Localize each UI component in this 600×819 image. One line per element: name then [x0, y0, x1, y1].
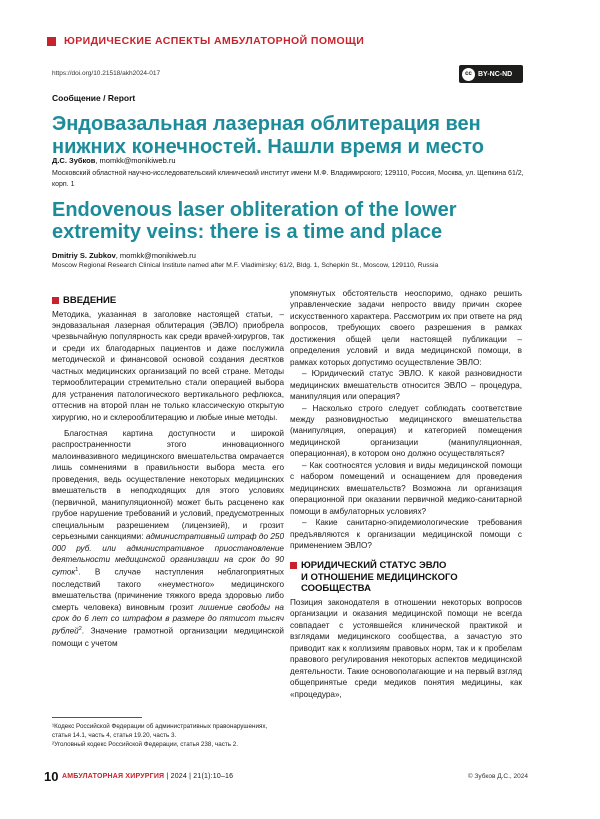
author-name-russian: Д.С. Зубков [52, 156, 96, 165]
section-marker-icon [52, 297, 59, 304]
license-badge[interactable] [459, 65, 523, 83]
section-marker-icon [290, 562, 297, 569]
article-type: Сообщение / Report [52, 93, 136, 103]
italic-text: лишение свободы на срок до 6 лет со штрафом в размере до пятисот тысяч рублей [52, 602, 284, 637]
question-item: – Насколько строго следует соблюдать соответствие между разновидностью медицинского вмешательства (манипуляция, операция) и категорией помещения медицинской организации (манипуляционная, операционная), в котором оно должно осуществляться? [290, 403, 522, 459]
section-heading-legal-status [290, 560, 522, 595]
header-section-label: ЮРИДИЧЕСКИЕ АСПЕКТЫ АМБУЛАТОРНОЙ ПОМОЩИ [64, 35, 365, 47]
author-english [52, 251, 196, 260]
paragraph: упомянутых обстоятельств неоспоримо, однако решить управленческие задачи непросто ввиду причин скорее искусственного характера. Рассмотрим их при ответе на ряд вопросов, требующих своего разрешения в рамках достижения общей цели настоящей публикации – определения условий и вида медицинской помощи, в рамках которых допустимо осуществление ЭВЛО: [290, 289, 522, 367]
footnote-ref[interactable]: 2 [78, 626, 82, 633]
question-item: – Как соотносятся условия и виды медицинской помощи с набором помещений и оснащением для проведения медицинских вмешательств? Возможна ли организация операционной при оказании первичной медико-санитарной помощи в амбулаторных условиях? [290, 460, 522, 516]
author-email-english[interactable]: , momkk@monikiweb.ru [115, 251, 196, 260]
section-heading-text: ВВЕДЕНИЕ [63, 295, 117, 306]
affiliation-english: Moscow Regional Research Clinical Institute named after M.F. Vladimirsky; 61/2, Bldg. 1, Schepkin St., Moscow, 129110, Russia [52, 262, 439, 269]
right-column [290, 288, 522, 700]
copyright-notice: © Зубков Д.С., 2024 [467, 773, 528, 780]
journal-name: АМБУЛАТОРНАЯ ХИРУРГИЯ [62, 773, 165, 780]
journal-issue: | 2024 | 21(1):10–16 [164, 773, 234, 780]
paragraph: Методика, указанная в заголовке настоящей статьи, – эндовазальная лазерная облитерация (ЭВЛО) приобрела чрезвычайную популярность как среди врачей-хирургов, так и среди их благодарных пациентов и даже послужила методической и финансовой основой создания десятков частных медицинских организаций по всей стране. Методы термооблитерации стремительно стали операцией выбора для устранения патологического вертикального рефлюкса, оттеснив на второй план не только классическую открытую хирургию, но и склерооблитерацию и любые иные методы. [52, 309, 284, 422]
footnote-2: ²Уголовный кодекс Российской Федерации, статья 238, часть 2. [52, 741, 239, 748]
title-english: Endovenous laser obliteration of the lower extremity veins: there is a time and place [52, 199, 457, 243]
paragraph-text: Благостная картина доступности и широкой распространенности этого инновационного малоинвазивного медицинского вмешательства омрачается лишь сомнениями в правильности выбора места его проведения, ведь осуществление некоторых медицинских вмешательств в неподходящих для этого условиях (первичной, манипуляционной) может быть расценено как грубое нарушение требований и условий, предусмотренных специальным разрешением (лицензией), и грозит серьезными санкциями: [52, 429, 284, 542]
doi-link[interactable]: https://doi.org/10.21518/akh2024-017 [52, 70, 161, 77]
paragraph [52, 428, 284, 649]
paragraph: Позиция законодателя в отношении некоторых вопросов организации и оказания медицинской помощи не всегда совпадает с устоявшейся клинической практикой и взглядами медицинского сообщества, а зачастую это приводит как к коллизиям правовых норм, так и к пробелам правового регулирования некоторых аспектов медицинской деятельности. Такие основополагающие и на первый взгляд общепринятые среди медиков понятия медицины, как «процедура», [290, 597, 522, 699]
journal-citation [62, 773, 233, 780]
page-number: 10 [44, 769, 59, 784]
section-heading-introduction [52, 295, 284, 307]
footnote-divider [52, 717, 142, 718]
italic-text: административный штраф до 250 000 руб. или административное приостановление деятельности медицинской организации на срок до 90 суток [52, 532, 284, 578]
author-russian [52, 156, 176, 165]
footnote-ref[interactable]: 1 [75, 567, 79, 574]
author-name-english: Dmitriy S. Zubkov [52, 251, 116, 260]
footnote-1: ¹Кодекс Российской Федерации об административных правонарушениях, статья 14.1, часть 4, статья 19.20, часть 3. [52, 723, 268, 739]
paragraph-text: . В случае наступления неблагоприятных последствий такого «неуместного» медицинского вмешательства (причинение тяжкого вреда здоровью либо смерть человека) виновным грозит [52, 568, 284, 612]
running-header [47, 35, 364, 47]
paragraph-text: . Значение грамотной организации медицинской помощи с учетом [52, 627, 284, 648]
affiliation-russian: Московский областной научно-исследовательский клинический институт имени М.Ф. Владимирского; 129110, Россия, Москва, ул. Щепкина 61/2, корп. 1 [52, 170, 524, 188]
page-footer [0, 770, 600, 786]
title-russian: Эндовазальная лазерная облитерация вен нижних конечностей. Нашли время и место [52, 113, 484, 158]
question-item: – Юридический статус ЭВЛО. К какой разновидности медицинских вмешательств относится ЭВЛО – процедура, манипуляция или операция? [290, 369, 522, 402]
section-heading-line: ЮРИДИЧЕСКИЙ СТАТУС ЭВЛО [301, 560, 447, 572]
license-text: BY-NC-ND [478, 70, 513, 78]
section-heading-line: И ОТНОШЕНИЕ МЕДИЦИНСКОГО СООБЩЕСТВА [301, 571, 458, 595]
left-column [52, 295, 284, 649]
section-heading-text [301, 560, 522, 595]
question-item: – Какие санитарно-эпидемиологические требования предъявляются к организации медицинской помощи с применением ЭВЛО? [290, 518, 522, 550]
author-email-russian[interactable]: , momkk@monikiweb.ru [95, 156, 176, 165]
header-marker-icon [47, 37, 56, 46]
footnotes [52, 722, 284, 749]
creative-commons-icon: cc [462, 68, 475, 81]
